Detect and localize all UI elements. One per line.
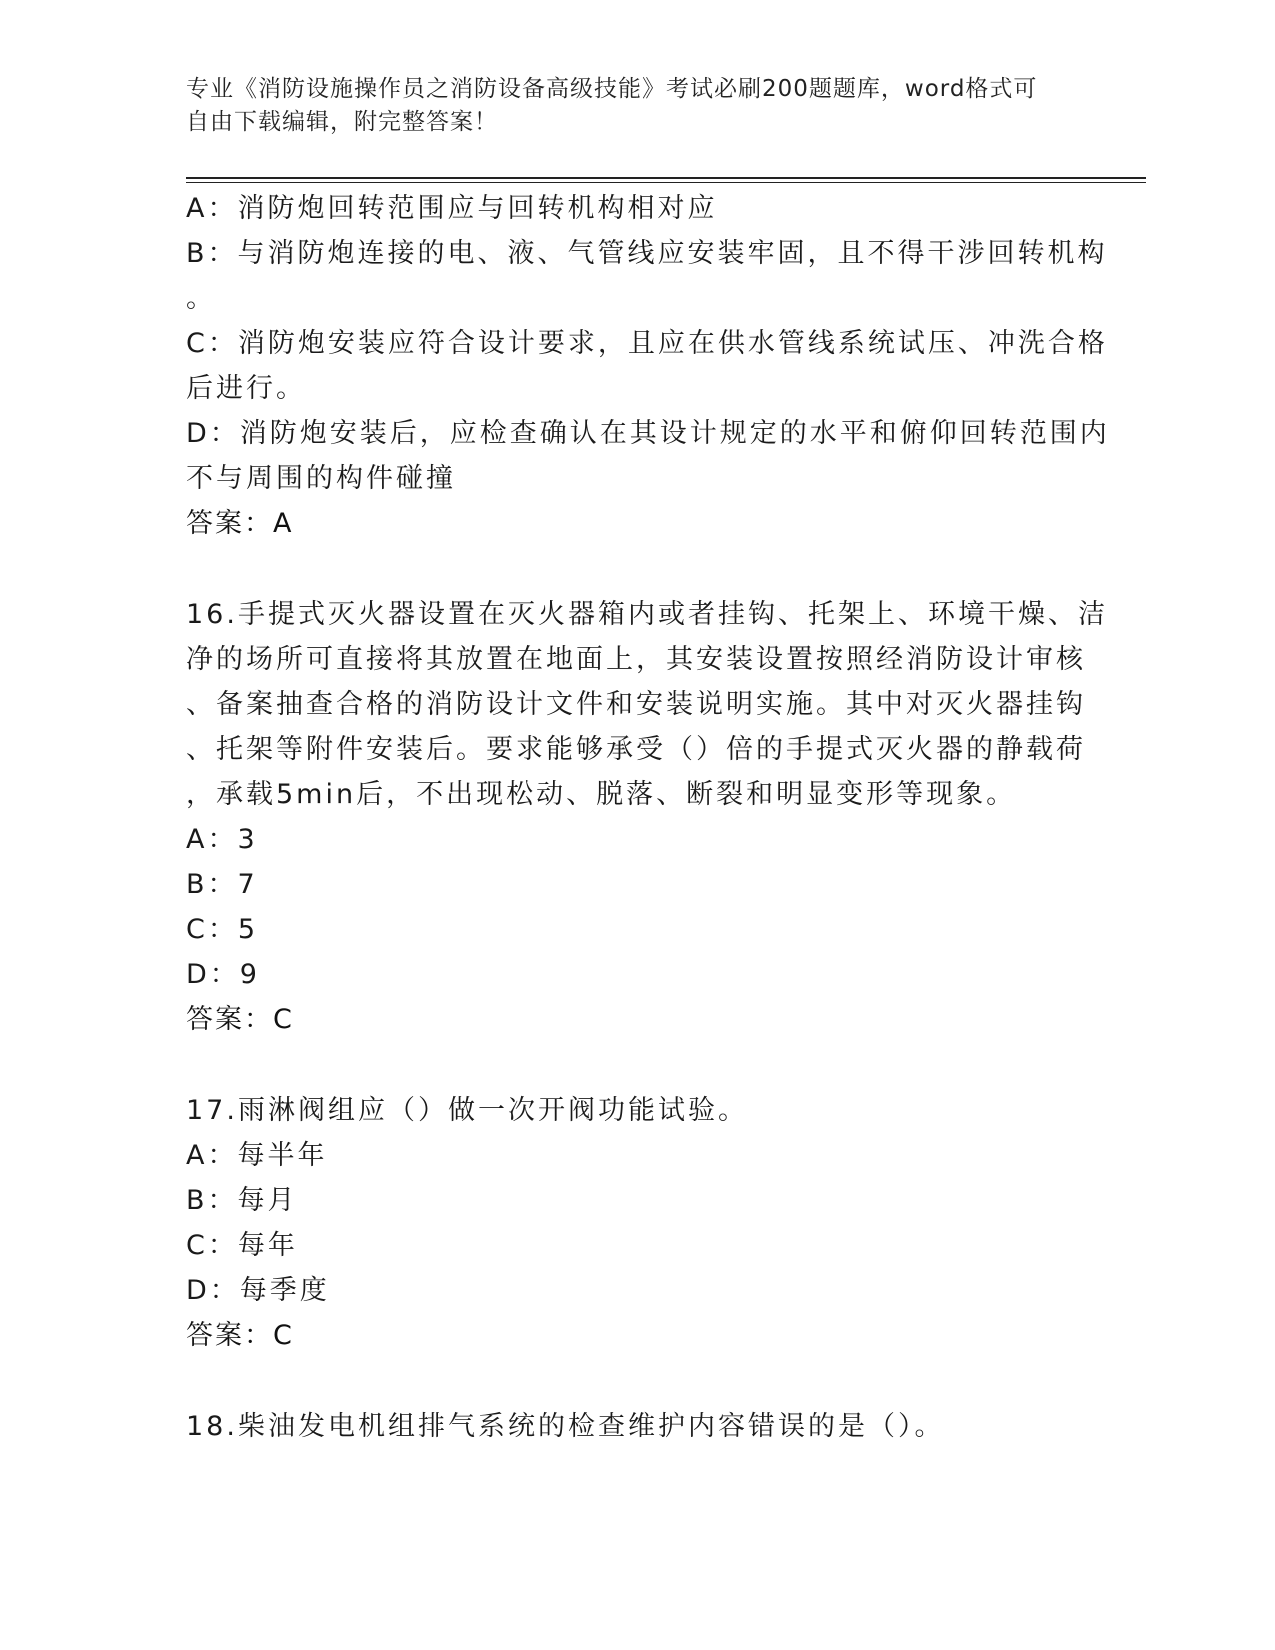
question-16-stem-continued: 、托架等附件安装后。要求能够承受（）倍的手提式灭火器的静载荷 — [186, 734, 1086, 765]
header-divider-thin — [186, 182, 1146, 183]
answer-15: 答案：A — [186, 508, 294, 539]
answer-17: 答案：C — [186, 1320, 294, 1351]
option-a: A：3 — [186, 824, 258, 855]
option-a: A：消防炮回转范围应与回转机构相对应 — [186, 193, 718, 224]
question-16-stem-continued: 净的场所可直接将其放置在地面上，其安装设置按照经消防设计审核 — [186, 644, 1086, 675]
option-b-continued: 。 — [186, 283, 216, 314]
header-line-2: 自由下载编辑，附完整答案！ — [186, 109, 498, 135]
spacer — [186, 546, 1076, 592]
option-a: A：每半年 — [186, 1140, 328, 1171]
option-b: B：7 — [186, 869, 258, 900]
option-b: B：每月 — [186, 1185, 298, 1216]
header-line-1: 专业《消防设施操作员之消防设备高级技能》考试必刷200题题库，word格式可 — [186, 76, 1038, 102]
option-d-continued: 不与周围的构件碰撞 — [186, 463, 456, 494]
question-content — [186, 186, 1110, 1449]
question-16-stem-continued: ，承载5min后，不出现松动、脱落、断裂和明显变形等现象。 — [186, 779, 1017, 810]
question-18-stem: 18.柴油发电机组排气系统的检查维护内容错误的是（）。 — [186, 1411, 945, 1442]
spacer — [186, 1358, 1076, 1404]
option-c: C：消防炮安装应符合设计要求，且应在供水管线系统试压、冲洗合格 — [186, 328, 1108, 359]
answer-16: 答案：C — [186, 1004, 294, 1035]
question-18 — [186, 1404, 1076, 1449]
option-d: D：9 — [186, 959, 260, 990]
option-d: D：每季度 — [186, 1275, 330, 1306]
option-d: D：消防炮安装后，应检查确认在其设计规定的水平和俯仰回转范围内 — [186, 418, 1110, 449]
spacer — [186, 1042, 1076, 1088]
document-header — [186, 73, 1066, 139]
question-16-stem-continued: 、备案抽查合格的消防设计文件和安装说明实施。其中对灭火器挂钩 — [186, 689, 1086, 720]
question-15-options — [186, 186, 1110, 546]
question-17 — [186, 1088, 1076, 1358]
option-b: B：与消防炮连接的电、液、气管线应安装牢固，且不得干涉回转机构 — [186, 238, 1108, 269]
question-16 — [186, 592, 1108, 1042]
option-c: C：5 — [186, 914, 259, 945]
option-c-continued: 后进行。 — [186, 373, 306, 404]
question-17-stem: 17.雨淋阀组应（）做一次开阀功能试验。 — [186, 1095, 748, 1126]
header-divider-thick — [186, 177, 1146, 179]
option-c: C：每年 — [186, 1230, 298, 1261]
question-16-stem: 16.手提式灭火器设置在灭火器箱内或者挂钩、托架上、环境干燥、洁 — [186, 599, 1108, 630]
